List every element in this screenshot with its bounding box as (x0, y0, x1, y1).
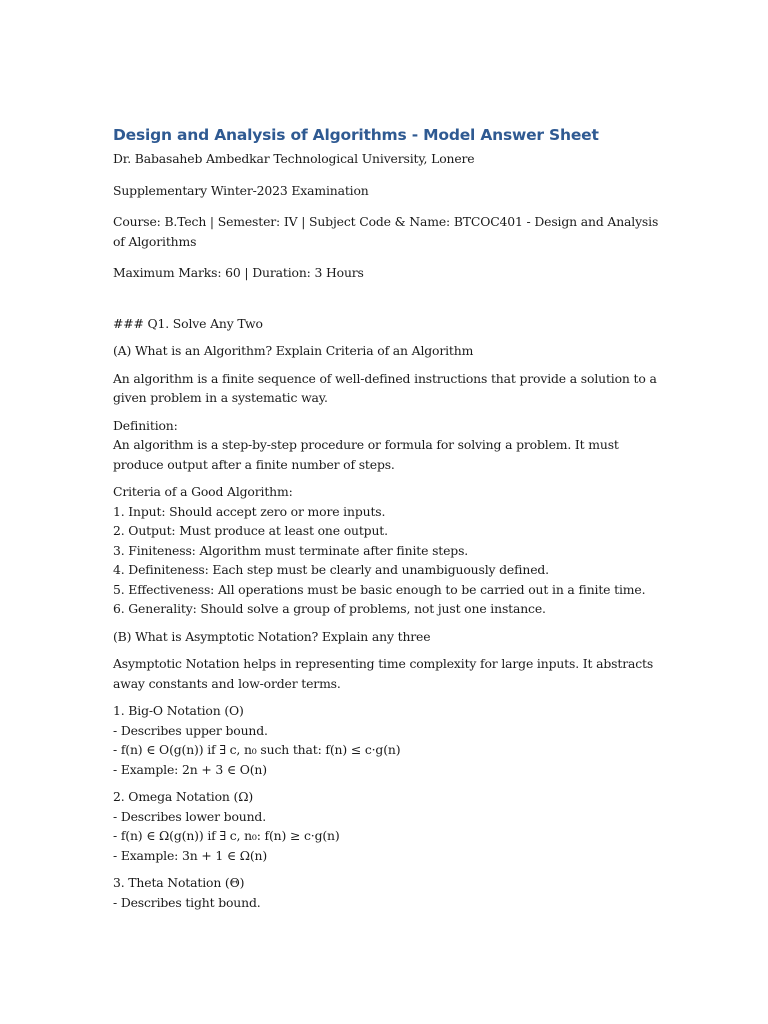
definition-label: Definition: (113, 417, 178, 433)
theta-line: 3. Theta Notation (Θ) (113, 875, 245, 890)
big-o-block (113, 701, 661, 779)
big-o-line: - Example: 2n + 3 ∈ O(n) (113, 761, 267, 777)
university-line: Dr. Babasaheb Ambedkar Technological University, Lonere (113, 151, 475, 166)
q1b-title: (B) What is Asymptotic Notation? Explain any three (113, 628, 431, 644)
big-o-line: - f(n) ∈ O(g(n)) if ∃ c, n₀ such that: f(n) ≤ c·g(n) (113, 742, 401, 757)
omega-line: - Example: 3n + 1 ∈ Ω(n) (113, 847, 268, 863)
document-page (113, 126, 661, 920)
criteria-item: 2. Output: Must produce at least one output. (113, 523, 388, 538)
criteria-item: 4. Definiteness: Each step must be clearly and unambiguously defined. (113, 562, 549, 577)
definition-text: An algorithm is a step-by-step procedure or formula for solving a problem. It must produce output after a finite number of steps. (113, 437, 619, 472)
theta-block (113, 873, 661, 912)
q1b-intro: Asymptotic Notation helps in representing time complexity for large inputs. It abstracts away constants and low-order terms. (113, 656, 654, 691)
criteria-block (113, 482, 661, 619)
q1a-title: (A) What is an Algorithm? Explain Criteria of an Algorithm (113, 343, 474, 358)
definition-block (113, 416, 661, 475)
q1-heading: ### Q1. Solve Any Two (113, 315, 263, 331)
exam-line: Supplementary Winter-2023 Examination (113, 182, 369, 198)
q1a-intro: An algorithm is a finite sequence of well-defined instructions that provide a solution to a given problem in a systematic way. (113, 370, 657, 405)
big-o-line: - Describes upper bound. (113, 722, 268, 738)
marks-line: Maximum Marks: 60 | Duration: 3 Hours (113, 265, 364, 280)
document-title: Design and Analysis of Algorithms - Model Answer Sheet (113, 126, 599, 144)
criteria-item: 1. Input: Should accept zero or more inputs. (113, 503, 386, 519)
criteria-label: Criteria of a Good Algorithm: (113, 484, 293, 499)
course-line: Course: B.Tech | Semester: IV | Subject Code & Name: BTCOC401 - Design and Analysis of Algorithms (113, 214, 659, 249)
big-o-line: 1. Big-O Notation (O) (113, 703, 244, 718)
spacer (113, 295, 661, 314)
criteria-item: 6. Generality: Should solve a group of problems, not just one instance. (113, 601, 546, 616)
criteria-item: 5. Effectiveness: All operations must be basic enough to be carried out in a finite time. (113, 581, 646, 597)
omega-line: - Describes lower bound. (113, 808, 266, 824)
omega-line: 2. Omega Notation (Ω) (113, 789, 254, 804)
omega-block (113, 787, 661, 865)
theta-line: - Describes tight bound. (113, 894, 261, 910)
criteria-item: 3. Finiteness: Algorithm must terminate after finite steps. (113, 542, 469, 558)
omega-line: - f(n) ∈ Ω(g(n)) if ∃ c, n₀: f(n) ≥ c·g(n) (113, 828, 340, 843)
